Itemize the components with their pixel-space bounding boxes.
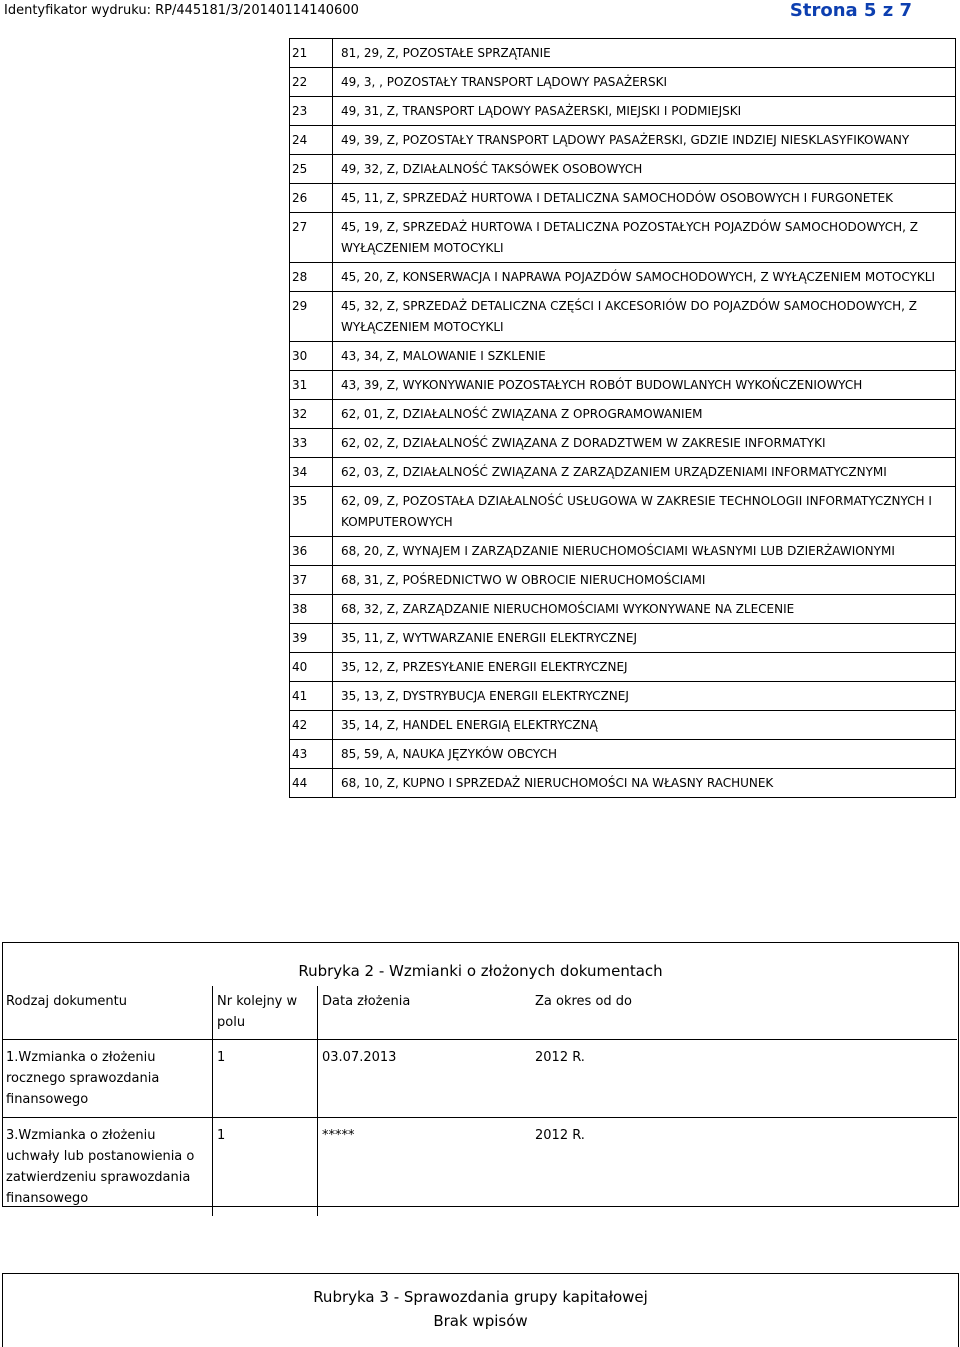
pkd-row-text: 49, 39, Z, POZOSTAŁY TRANSPORT LĄDOWY PASAŻERSKI, GDZIE INDZIEJ NIESKLASYFIKOWANY [333, 126, 956, 155]
pkd-row-number: 41 [290, 682, 333, 711]
pkd-row-number: 39 [290, 624, 333, 653]
pkd-row [290, 155, 956, 184]
pkd-row-number: 22 [290, 68, 333, 97]
rubryka2-title: Rubryka 2 - Wzmianki o złożonych dokumentach [298, 962, 663, 980]
pkd-row [290, 711, 956, 740]
pkd-row-text: 45, 20, Z, KONSERWACJA I NAPRAWA POJAZDÓW SAMOCHODOWYCH, Z WYŁĄCZENIEM MOTOCYKLI [333, 263, 956, 292]
pkd-row [290, 624, 956, 653]
pkd-row [290, 97, 956, 126]
documents-cell: 1.Wzmianka o złożeniu rocznego sprawozdania finansowego [2, 1040, 213, 1118]
pkd-row-text: 45, 32, Z, SPRZEDAŻ DETALICZNA CZĘŚCI I AKCESORIÓW DO POJAZDÓW SAMOCHODOWYCH, Z WYŁĄCZENIEM MOTOCYKLI [333, 292, 956, 342]
pkd-row-text: 68, 31, Z, POŚREDNICTWO W OBROCIE NIERUCHOMOŚCIAMI [333, 566, 956, 595]
pkd-row [290, 740, 956, 769]
pkd-row [290, 371, 956, 400]
pkd-row [290, 566, 956, 595]
pkd-row-text: 45, 19, Z, SPRZEDAŻ HURTOWA I DETALICZNA POZOSTAŁYCH POJAZDÓW SAMOCHODOWYCH, Z WYŁĄCZENIEM MOTOCYKLI [333, 213, 956, 263]
pkd-row-text: 85, 59, A, NAUKA JĘZYKÓW OBCYCH [333, 740, 956, 769]
pkd-row-text: 68, 10, Z, KUPNO I SPRZEDAŻ NIERUCHOMOŚCI NA WŁASNY RACHUNEK [333, 769, 956, 798]
pkd-row [290, 184, 956, 213]
pkd-row-number: 27 [290, 213, 333, 263]
pkd-row [290, 213, 956, 263]
pkd-row [290, 458, 956, 487]
pkd-row-number: 44 [290, 769, 333, 798]
rubryka3-section [2, 1273, 959, 1347]
print-identifier: Identyfikator wydruku: RP/445181/3/20140114140600 [4, 3, 359, 18]
pkd-row [290, 400, 956, 429]
pkd-row-text: 35, 11, Z, WYTWARZANIE ENERGII ELEKTRYCZNEJ [333, 624, 956, 653]
page-number: Strona 5 z 7 [789, 0, 912, 21]
pkd-row [290, 682, 956, 711]
documents-header-cell: Za okres od do [535, 994, 632, 1009]
pkd-row-text: 35, 13, Z, DYSTRYBUCJA ENERGII ELEKTRYCZNEJ [333, 682, 956, 711]
pkd-row-number: 36 [290, 537, 333, 566]
pkd-row-number: 37 [290, 566, 333, 595]
pkd-row-number: 24 [290, 126, 333, 155]
pkd-row-number: 28 [290, 263, 333, 292]
documents-header-row [2, 986, 957, 1040]
pkd-row [290, 292, 956, 342]
pkd-row [290, 68, 956, 97]
documents-cell: 1 [213, 1040, 318, 1118]
pkd-row-number: 42 [290, 711, 333, 740]
pkd-row-text: 68, 20, Z, WYNAJEM I ZARZĄDZANIE NIERUCHOMOŚCIAMI WŁASNYMI LUB DZIERŻAWIONYMI [333, 537, 956, 566]
pkd-row-text: 62, 01, Z, DZIAŁALNOŚĆ ZWIĄZANA Z OPROGRAMOWANIEM [333, 400, 956, 429]
pkd-row-number: 35 [290, 487, 333, 537]
pkd-row-text: 43, 34, Z, MALOWANIE I SZKLENIE [333, 342, 956, 371]
pkd-row-text: 81, 29, Z, POZOSTAŁE SPRZĄTANIE [333, 39, 956, 68]
pkd-row-number: 34 [290, 458, 333, 487]
documents-cell: 2012 R. [531, 1118, 957, 1217]
pkd-row [290, 39, 956, 68]
pkd-row [290, 769, 956, 798]
pkd-row-number: 38 [290, 595, 333, 624]
pkd-row [290, 653, 956, 682]
pkd-row-number: 21 [290, 39, 333, 68]
pkd-row-number: 25 [290, 155, 333, 184]
documents-row [2, 1040, 957, 1118]
documents-cell: 03.07.2013 [318, 1040, 532, 1118]
pkd-row-number: 30 [290, 342, 333, 371]
documents-row [2, 1118, 957, 1217]
pkd-row [290, 487, 956, 537]
pkd-row-text: 62, 02, Z, DZIAŁALNOŚĆ ZWIĄZANA Z DORADZTWEM W ZAKRESIE INFORMATYKI [333, 429, 956, 458]
pkd-row-text: 49, 31, Z, TRANSPORT LĄDOWY PASAŻERSKI, MIEJSKI I PODMIEJSKI [333, 97, 956, 126]
pkd-row-text: 43, 39, Z, WYKONYWANIE POZOSTAŁYCH ROBÓT BUDOWLANYCH WYKOŃCZENIOWYCH [333, 371, 956, 400]
pkd-row-text: 68, 32, Z, ZARZĄDZANIE NIERUCHOMOŚCIAMI WYKONYWANE NA ZLECENIE [333, 595, 956, 624]
pkd-row [290, 126, 956, 155]
documents-header-cell: Rodzaj dokumentu [2, 986, 213, 1040]
pkd-row [290, 263, 956, 292]
pkd-row-text: 49, 3, , POZOSTAŁY TRANSPORT LĄDOWY PASAŻERSKI [333, 68, 956, 97]
pkd-row-number: 31 [290, 371, 333, 400]
documents-cell: 2012 R. [531, 1040, 957, 1118]
pkd-row-number: 43 [290, 740, 333, 769]
pkd-row-text: 35, 14, Z, HANDEL ENERGIĄ ELEKTRYCZNĄ [333, 711, 956, 740]
pkd-row-number: 23 [290, 97, 333, 126]
pkd-row-number: 26 [290, 184, 333, 213]
pkd-row-text: 49, 32, Z, DZIAŁALNOŚĆ TAKSÓWEK OSOBOWYCH [333, 155, 956, 184]
pkd-row-text: 35, 12, Z, PRZESYŁANIE ENERGII ELEKTRYCZNEJ [333, 653, 956, 682]
pkd-row-number: 33 [290, 429, 333, 458]
pkd-row-number: 29 [290, 292, 333, 342]
documents-table [2, 986, 957, 1216]
pkd-row [290, 595, 956, 624]
rubryka3-title: Rubryka 3 - Sprawozdania grupy kapitałowej [313, 1288, 648, 1306]
pkd-row-number: 32 [290, 400, 333, 429]
documents-cell: 1 [213, 1118, 318, 1217]
documents-header-cell: Data złożenia [322, 994, 411, 1009]
documents-cell: ***** [318, 1118, 532, 1217]
documents-header-cell: Nr kolejny w polu [213, 986, 318, 1040]
pkd-row-text: 45, 11, Z, SPRZEDAŻ HURTOWA I DETALICZNA SAMOCHODÓW OSOBOWYCH I FURGONETEK [333, 184, 956, 213]
rubryka3-content: Brak wpisów [433, 1312, 528, 1330]
pkd-row [290, 429, 956, 458]
pkd-row [290, 342, 956, 371]
pkd-row [290, 537, 956, 566]
pkd-row-text: 62, 03, Z, DZIAŁALNOŚĆ ZWIĄZANA Z ZARZĄDZANIEM URZĄDZENIAMI INFORMATYCZNYMI [333, 458, 956, 487]
documents-cell: 3.Wzmianka o złożeniu uchwały lub postanowienia o zatwierdzeniu sprawozdania finansowego [2, 1118, 213, 1217]
pkd-row-number: 40 [290, 653, 333, 682]
pkd-row-text: 62, 09, Z, POZOSTAŁA DZIAŁALNOŚĆ USŁUGOWA W ZAKRESIE TECHNOLOGII INFORMATYCZNYCH I KOMPUTEROWYCH [333, 487, 956, 537]
pkd-table [289, 38, 956, 798]
